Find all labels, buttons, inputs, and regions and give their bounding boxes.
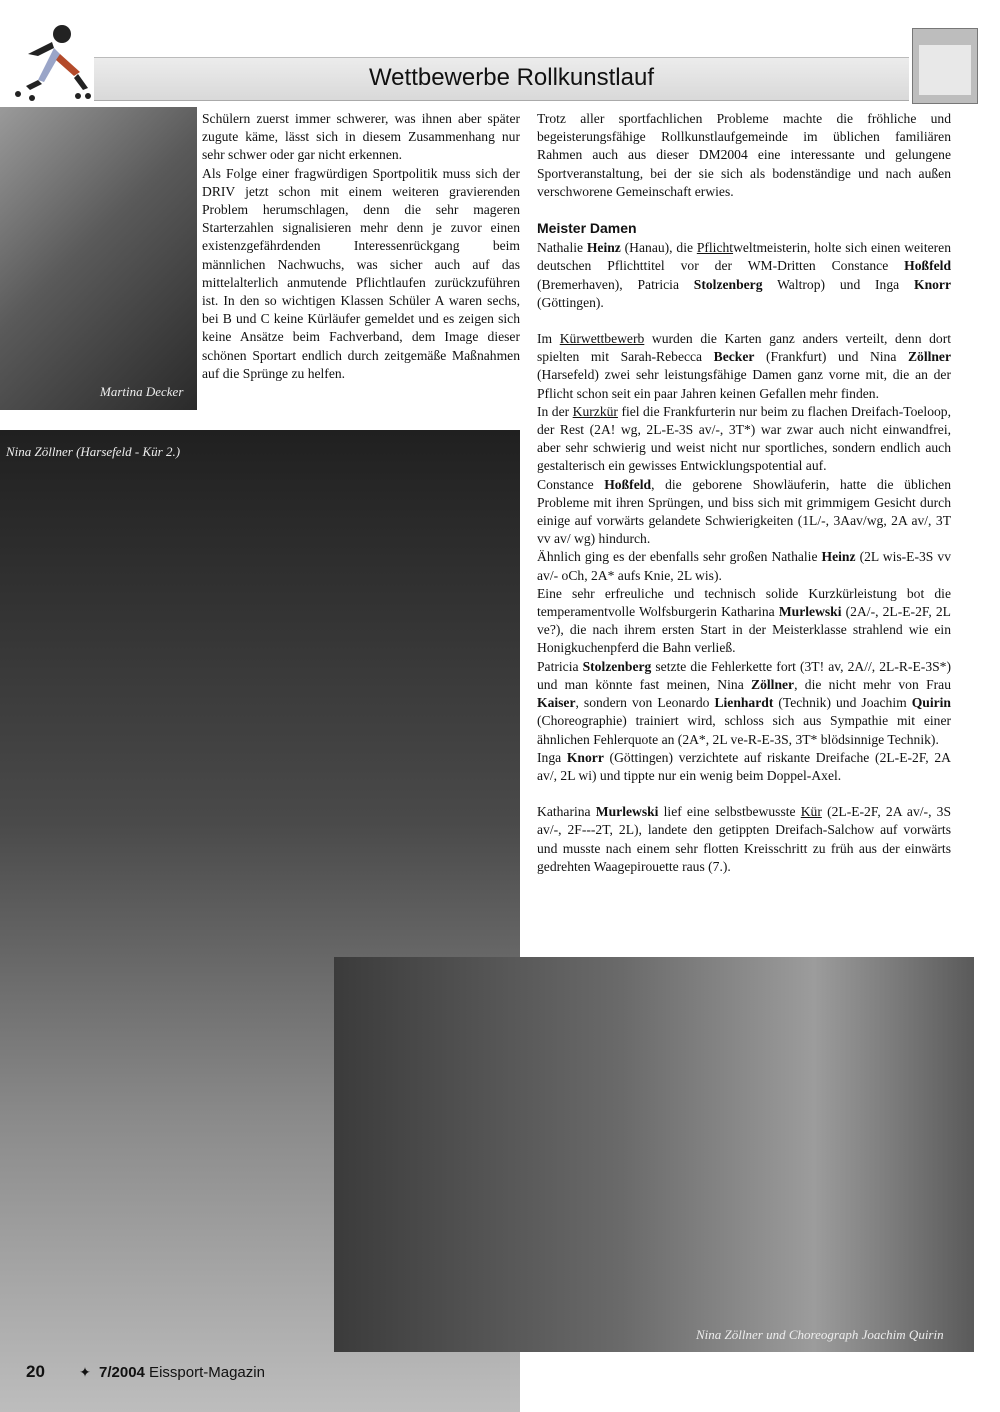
paragraph-pflicht: Nathalie Heinz (Hanau), die Pflichtweltmeisterin, holte sich einen weiteren deutschen Pflichttitel vor der WM-Dritten Constance Hoßfeld (Bremerhaven), Patricia Stolzenberg Waltrop) und Inga Knorr (Göttingen). <box>537 240 951 310</box>
rollkunstlauf-logo <box>8 20 96 102</box>
paragraph-stolzenberg: Patricia Stolzenberg setzte die Fehlerkette fort (3T! av, 2A//, 2L-R-E-3S*) und man könnte fast meinen, Nina Zöllner, die nicht mehr von Frau Kaiser, sondern von Leonardo Lienhardt (Technik) und Joachim Quirin (Choreographie) trainiert wird, schloss sich aus Sympathie mit einer ähnlichen Fehlerquote an (2A*, 2L ve-R-E-3S, 3T* blödsinnige Technik). <box>537 658 951 747</box>
paragraph-heinz: Ähnlich ging es der ebenfalls sehr großen Nathalie Heinz (2L wis-E-3S vv av/- oCh, 2A* aufs Knie, 2L wis). <box>537 549 951 583</box>
paragraph-knorr: Inga Knorr (Göttingen) verzichtete auf riskante Dreifache (2L-E-2F, 2A av/, 2L wi) und tippte nur ein wenig beim Doppel-Axel. <box>537 749 951 783</box>
paragraph-hossfeld: Constance Hoßfeld, die geborene Showläuferin, hatte die üblichen Probleme mit ihren Sprüngen, und biss sich mit grimmigem Gesicht durch einige auf vorwärts gelandete Schwierigkeiten (1L/-, 3Aav/wg, 2A av/, 3T vv av/ wg) hindurch. <box>537 476 951 547</box>
paragraph: Schülern zuerst immer schwerer, was ihnen aber später zugute käme, lässt sich in diesem Zusammenhang nur sehr schwer oder gar nicht erkennen. <box>202 111 520 163</box>
issue-number: 7/2004 <box>99 1364 145 1381</box>
paragraph-murlewski-kurzkuer: Eine sehr erfreuliche und technisch solide Kurzkürleistung bot die temperamentvolle Wolfsburgerin Katharina Murlewski (2A/-, 2L-E-2F, 2L ve?), die nach ihrem ersten Start in der Meisterklasse strahlend wie ein Honigkuchenpferd die Bahn verließ. <box>537 585 951 656</box>
article-right-column <box>537 110 951 876</box>
paragraph-kuerwettbewerb: Im Kürwettbewerb wurden die Karten ganz anders verteilt, denn dort spielten mit Sarah-Rebecca Becker (Frankfurt) und Nina Zöllner (Harsefeld) zwei sehr leistungsfähige Damen ganz vorne mit, die an der Pflicht schon seit ein paar Jahren keinen Gefallen mehr finden. <box>537 331 952 401</box>
paragraph-kurzkuer: In der Kurzkür fiel die Frankfurterin nur beim zu flachen Dreifach-Toeloop, der Rest (2A! wg, 2L-E-3S av/-, 3T*) war zwar auch nicht einwandfrei, aber sehr schwierig und weist nicht nur sportliches, sondern endlich auch gestalterisch ein gewisses Entwicklungspotential auf. <box>537 403 951 474</box>
page-number: 20 <box>26 1362 45 1381</box>
photo-martina-decker <box>0 107 197 410</box>
paragraph-intro: Trotz aller sportfachlichen Probleme machte die fröhliche und begeisterungsfähige Rollkunstlaufgemeinde im üblichen familiären Rahmen auch aus dieser DM2004 eine interessante und gelungene Sportveranstaltung, bei der sie sich als bodenständige und nach außen verschworene Gemeinschaft erwies. <box>537 111 951 199</box>
page-footer <box>26 1362 265 1382</box>
header-bar <box>94 57 909 101</box>
paragraph-murlewski-kuer: Katharina Murlewski lief eine selbstbewusste Kür (2L-E-2F, 2A av/-, 3S av/-, 2F---2T, 2L), landete den getippten Dreifach-Salchow auf vorwärts und musste nach einem sehr flotten Kreisschritt zu früh aus der einwärts gedrehten Waagepirouette raus (7.). <box>537 804 951 874</box>
bird-icon: ✦ <box>79 1364 91 1380</box>
paragraph: Als Folge einer fragwürdigen Sportpolitik muss sich der DRIV jetzt schon mit einem weiteren gravierenden Problem herumschlagen, denn die sehr mageren Starterzahlen signalisieren mehr denn je zuvor einen existenzgefährdenden Interessenrückgang beim männlichen Nachwuchs, was sicher auch auf das mittelalterlich anmutende Pflichtlaufen zurückzuführen ist. In den so wichtigen Klassen Schüler A waren sechs, bei B und C keine Kürläufer gemeldet und es zeigen sich keine Ansätze beim Fachverband, dem Image dieser schönen Sportart endlich durch zeitgemäße Maßnahmen auf die Sprünge zu helfen. <box>202 165 520 381</box>
magazine-name: Eissport-Magazin <box>144 1364 265 1381</box>
photo-zoellner-quirin <box>334 957 974 1352</box>
article-left-column <box>202 110 520 383</box>
section-title: Wettbewerbe Rollkunstlauf <box>368 64 654 91</box>
magazine-cover-thumbnail <box>912 28 978 104</box>
caption-duo: Nina Zöllner und Choreograph Joachim Quirin <box>696 1327 944 1342</box>
caption-nina: Nina Zöllner (Harsefeld - Kür 2.) <box>6 444 181 459</box>
caption-martina: Martina Decker <box>100 384 184 399</box>
subheading-meister-damen: Meister Damen <box>537 220 637 237</box>
